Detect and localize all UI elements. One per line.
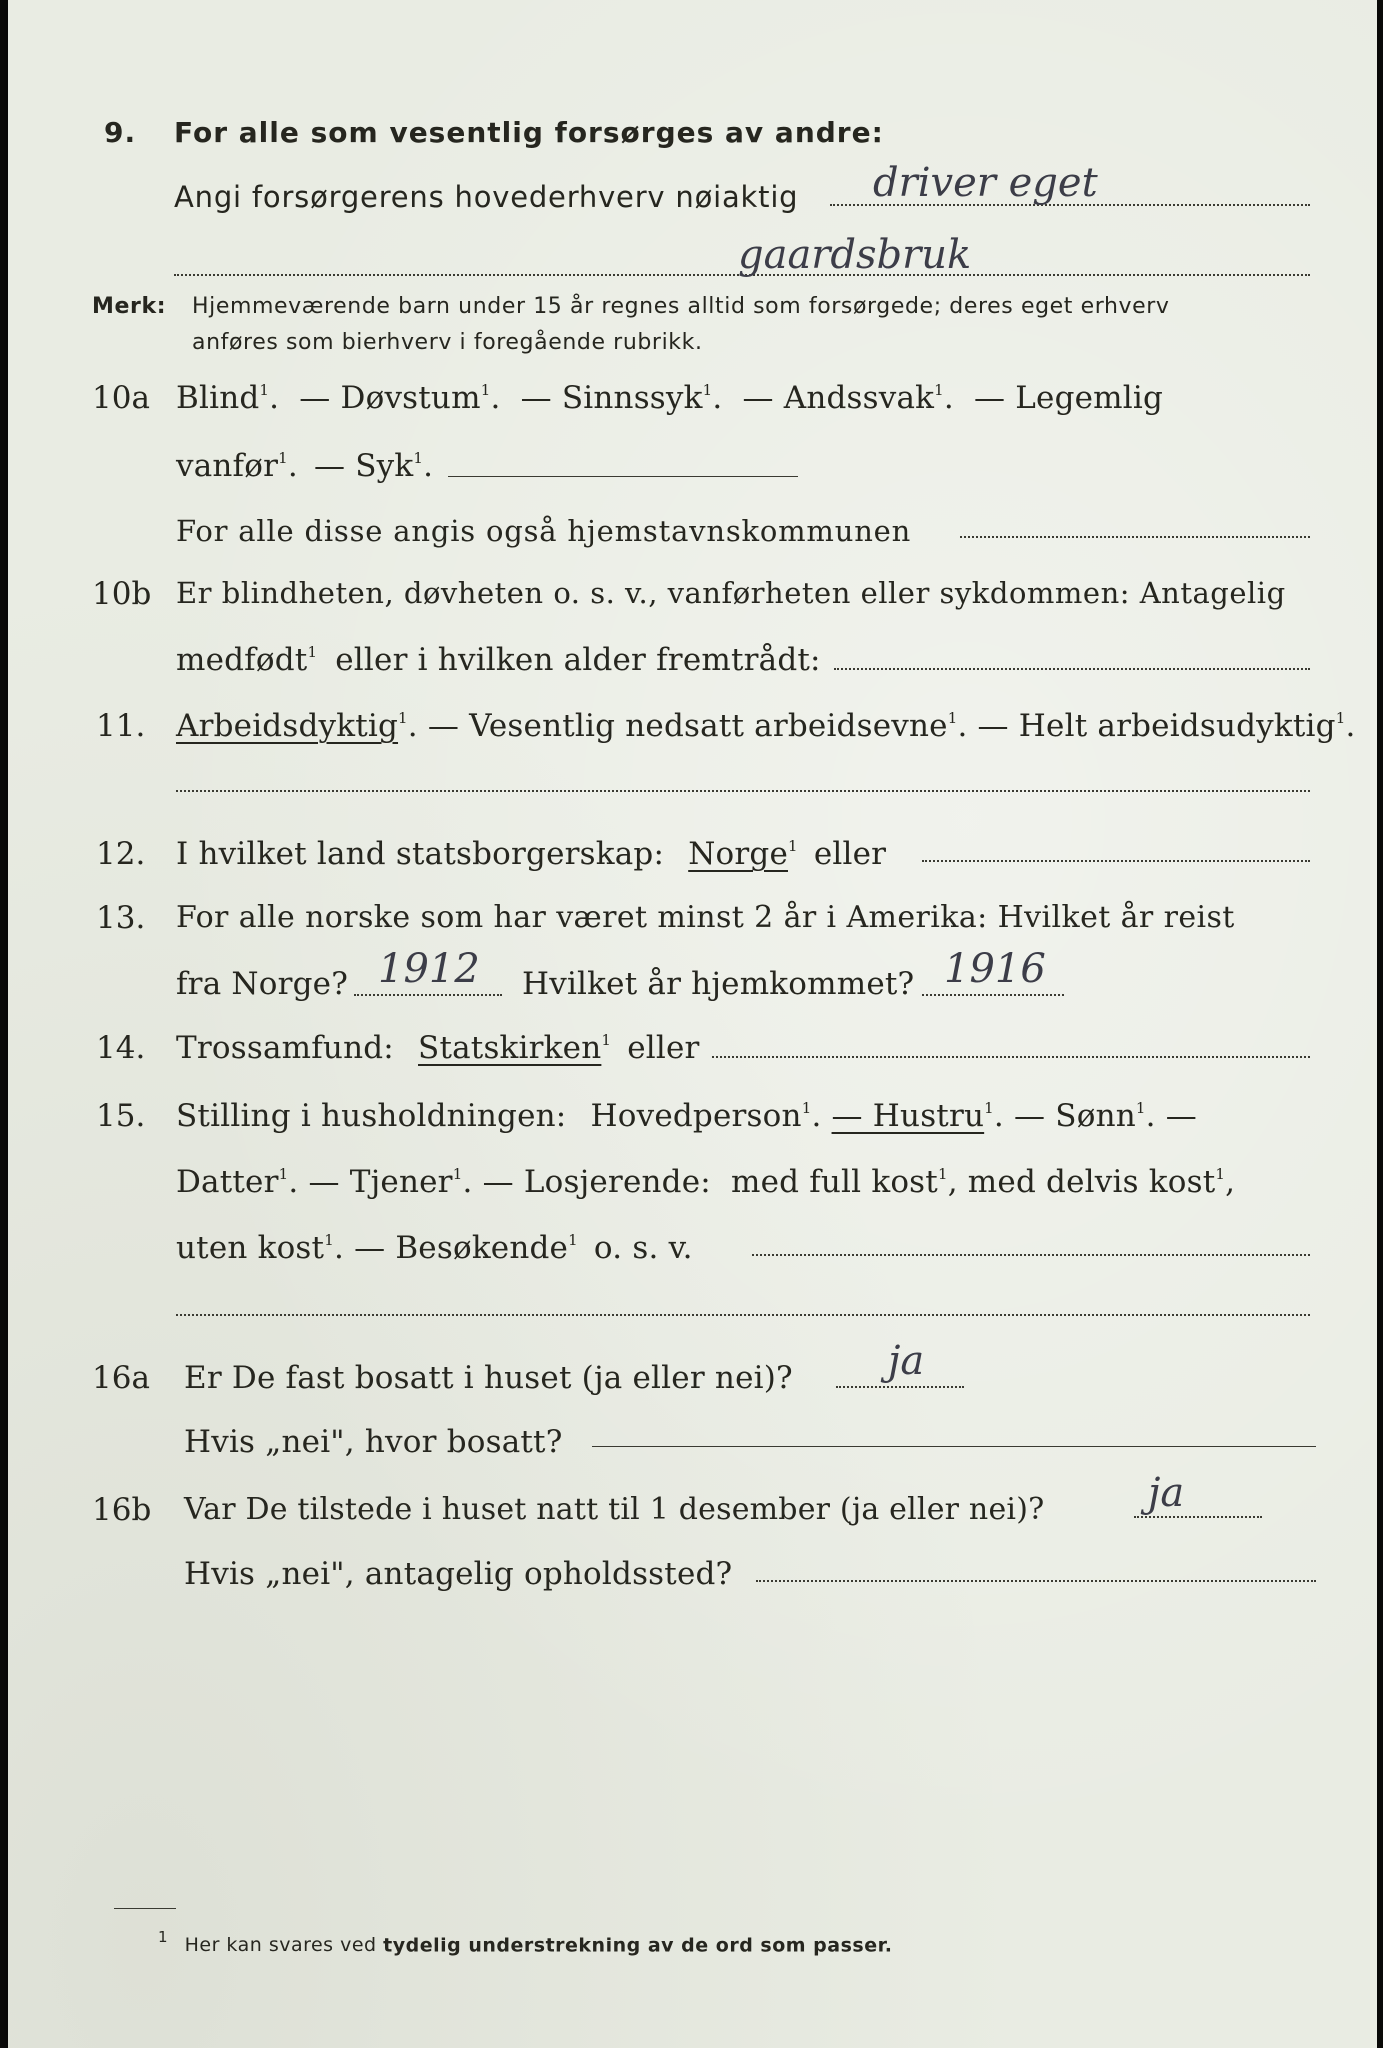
footnote-rule bbox=[114, 1908, 176, 1909]
q11-opt-arbeidsdyktig: Arbeidsdyktig bbox=[176, 708, 399, 744]
q14-opt-eller: eller bbox=[627, 1030, 700, 1066]
superscript: 1 bbox=[324, 1230, 334, 1249]
q13-handwritten-year-hjemkommet: 1916 bbox=[944, 946, 1046, 992]
q10a-opt-andssvak: — Andssvak bbox=[742, 380, 935, 416]
q10b-line-2 bbox=[176, 642, 821, 678]
q9-label: Angi forsørgerens hovederhverv nøiaktig bbox=[174, 180, 799, 214]
q11-answer-line bbox=[176, 790, 1310, 792]
q15-number: 15. bbox=[96, 1098, 146, 1134]
q11-number: 11. bbox=[96, 708, 146, 744]
superscript: 1 bbox=[937, 1164, 948, 1183]
q12-answer-line bbox=[922, 860, 1310, 862]
q15-comma: , bbox=[1225, 1164, 1236, 1200]
q13-label-reist: fra Norge? bbox=[176, 966, 349, 1002]
footnote-text-a: Her kan svares ved bbox=[184, 1934, 377, 1957]
q14-answer-line bbox=[712, 1056, 1310, 1058]
q15-label: Stilling i husholdningen: bbox=[176, 1098, 567, 1134]
q15-opt-full-kost: med full kost bbox=[730, 1164, 938, 1200]
q12-opt-eller: eller bbox=[813, 836, 887, 872]
q16a-handwritten-answer: ja bbox=[888, 1338, 925, 1384]
q10a-opt-blind: Blind bbox=[176, 380, 260, 416]
q12-number: 12. bbox=[96, 836, 146, 872]
q13-answer-line-b bbox=[922, 994, 1064, 996]
superscript: 1 bbox=[307, 642, 318, 661]
q11-opt-nedsatt: — Vesentlig nedsatt arbeidsevne bbox=[427, 708, 948, 744]
q16b-line-1: Var De tilstede i huset natt til 1 desember (ja eller nei)? bbox=[184, 1492, 1045, 1527]
q15-line-2: Datter$^1$. — Tjener$^1$. — Losjerende: med full kost$^1$, med delvis kost$^1$, bbox=[176, 1164, 1236, 1200]
q12-opt-norge: Norge bbox=[688, 836, 788, 872]
superscript: 1 bbox=[984, 1098, 994, 1117]
superscript: 1 bbox=[1215, 1164, 1226, 1183]
q14-number: 14. bbox=[96, 1030, 146, 1066]
footnote-marker: 1 bbox=[158, 1928, 169, 1946]
merk-label: Merk: bbox=[92, 294, 167, 319]
q10a-opt-dovstum: — Døvstum bbox=[299, 380, 481, 416]
q15-opt-datter: Datter bbox=[176, 1164, 279, 1200]
q16b-handwritten-answer: ja bbox=[1148, 1470, 1185, 1516]
superscript: 1 bbox=[601, 1030, 612, 1049]
superscript: 1 bbox=[413, 448, 424, 467]
superscript: 1 bbox=[702, 380, 713, 399]
q15-answer-line-2 bbox=[176, 1314, 1310, 1316]
footnote bbox=[158, 1930, 892, 1956]
q15-osv: o. s. v. bbox=[593, 1230, 693, 1266]
q16a-number: 16a bbox=[92, 1360, 150, 1396]
q13-line-2 bbox=[176, 966, 348, 1002]
q15-opt-uten-kost: uten kost bbox=[176, 1230, 325, 1266]
q14-opt-statskirken: Statskirken bbox=[418, 1030, 602, 1066]
q16a-bosatt-line bbox=[592, 1446, 1316, 1447]
q13-label-hjemkommet: Hvilket år hjemkommet? bbox=[522, 966, 915, 1002]
q10b-answer-line bbox=[834, 668, 1310, 670]
q10a-opt-sinnssyk: — Sinnssyk bbox=[520, 380, 703, 416]
q9-handwritten-answer-2: gaardsbruk bbox=[738, 232, 972, 278]
q16b-opholdssted-line bbox=[756, 1580, 1316, 1582]
q15-opt-besokende: — Besøkende bbox=[354, 1230, 569, 1266]
q16b-number: 16b bbox=[92, 1492, 152, 1528]
superscript: 1 bbox=[480, 380, 491, 399]
q16a-answer-line bbox=[836, 1386, 964, 1388]
q10a-hjemstavn-line bbox=[960, 536, 1310, 538]
q14-label: Trossamfund: bbox=[176, 1030, 394, 1066]
merk-line-1: Hjemmeværende barn under 15 år regnes alltid som forsørgede; deres eget erhverv bbox=[192, 294, 1170, 319]
q15-opt-hovedperson: Hovedperson bbox=[590, 1098, 802, 1134]
q16a-line-2: Hvis „nei", hvor bosatt? bbox=[184, 1424, 563, 1460]
q10a-syk-line bbox=[448, 476, 798, 477]
superscript: 1 bbox=[947, 708, 958, 727]
superscript: 1 bbox=[398, 708, 408, 727]
q15-opt-tjener: — Tjener bbox=[308, 1164, 453, 1200]
footnote-text-b: tydelig understrekning av de ord som passer. bbox=[383, 1934, 893, 1957]
q9-handwritten-answer-1: driver eget bbox=[873, 160, 1098, 206]
superscript: 1 bbox=[278, 1164, 289, 1183]
q10a-line-1: Blind$^1$. — Døvstum$^1$. — Sinnssyk$^1$. — Andssvak$^1$. — Legemlig bbox=[176, 380, 1164, 416]
superscript: 1 bbox=[1335, 708, 1346, 727]
q16b-answer-line bbox=[1134, 1516, 1262, 1518]
q15-line-3: uten kost$^1$. — Besøkende$^1$ o. s. v. bbox=[176, 1230, 693, 1266]
q9-title: For alle som vesentlig forsørges av andre: bbox=[174, 116, 884, 149]
q12-label: I hvilket land statsborgerskap: bbox=[176, 836, 665, 872]
q10a-line-2: vanfør$^1$. — Syk$^1$. bbox=[176, 448, 434, 484]
q10b-alder-label: eller i hvilken alder fremtrådt: bbox=[335, 642, 821, 678]
q16b-line-2: Hvis „nei", antagelig opholdssted? bbox=[184, 1556, 733, 1592]
merk-line-2: anføres som bierhverv i foregående rubrikk. bbox=[192, 330, 703, 355]
superscript: 1 bbox=[568, 1230, 578, 1249]
q15-line-1: Stilling i husholdningen: Hovedperson$^1$. — Hustru$^1$. — Sønn$^1$. — bbox=[176, 1098, 1197, 1134]
superscript: 1 bbox=[1135, 1098, 1146, 1117]
q10a-opt-vanfor: vanfør bbox=[176, 448, 279, 484]
q15-answer-line-1 bbox=[752, 1254, 1310, 1256]
q13-answer-line-a bbox=[354, 994, 502, 996]
q12-line bbox=[176, 836, 886, 872]
q10a-line-3: For alle disse angis også hjemstavnskommunen bbox=[176, 514, 912, 548]
q13-number: 13. bbox=[96, 900, 146, 936]
superscript: 1 bbox=[278, 448, 288, 467]
q10a-opt-syk: — Syk bbox=[313, 448, 414, 484]
q10b-number: 10b bbox=[92, 576, 152, 612]
q13-line-1: For alle norske som har været minst 2 år i Amerika: Hvilket år reist bbox=[176, 900, 1235, 935]
superscript: 1 bbox=[801, 1098, 812, 1117]
q15-opt-sonn: — Sønn bbox=[1014, 1098, 1136, 1134]
q13-handwritten-year-reist: 1912 bbox=[378, 946, 480, 992]
q10b-opt-medfodt: medfødt bbox=[176, 642, 308, 678]
q15-dash: — bbox=[1165, 1098, 1197, 1134]
q15-opt-delvis-kost: , med delvis kost bbox=[947, 1164, 1216, 1200]
superscript: 1 bbox=[788, 836, 798, 855]
superscript: 1 bbox=[934, 380, 944, 399]
q10b-line-1: Er blindheten, døvheten o. s. v., vanførheten eller sykdommen: Antagelig bbox=[176, 576, 1286, 610]
q15-opt-losjerende: — Losjerende: bbox=[482, 1164, 711, 1200]
q10a-opt-legemlig: — Legemlig bbox=[974, 380, 1164, 416]
q9-number: 9. bbox=[104, 116, 137, 149]
q11-opt-udyktig: — Helt arbeidsudyktig bbox=[977, 708, 1336, 744]
census-form-page bbox=[8, 0, 1377, 2048]
q15-opt-hustru: — Hustru bbox=[831, 1098, 985, 1134]
superscript: 1 bbox=[452, 1164, 463, 1183]
q14-line bbox=[176, 1030, 700, 1066]
q10a-number: 10a bbox=[92, 380, 150, 416]
superscript: 1 bbox=[259, 380, 270, 399]
q11-line: Arbeidsdyktig$^1$. — Vesentlig nedsatt arbeidsevne$^1$. — Helt arbeidsudyktig$^1$. bbox=[176, 708, 1356, 744]
q16a-line-1: Er De fast bosatt i huset (ja eller nei)? bbox=[184, 1360, 793, 1396]
